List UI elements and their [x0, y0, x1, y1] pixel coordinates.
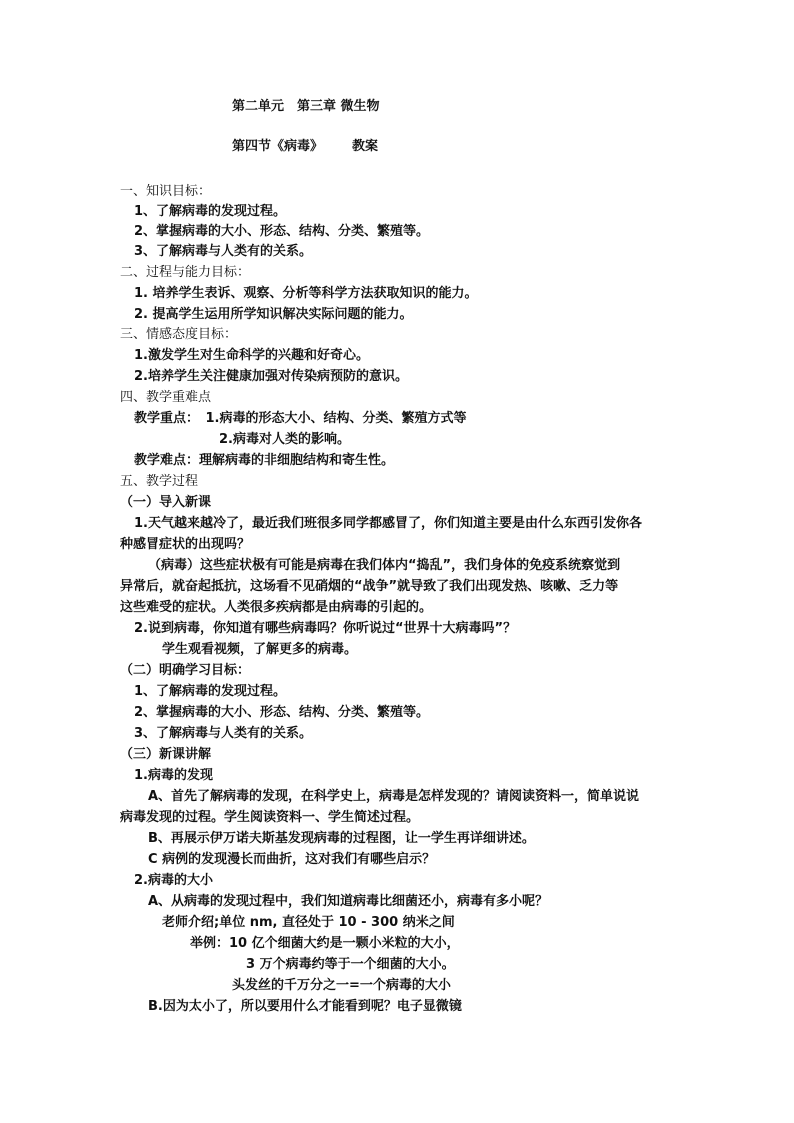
- subheading-intro: （一）导入新课: [120, 495, 212, 510]
- heading-teaching-process: 五、教学过程: [120, 474, 199, 489]
- subheading-new-lesson: （三）新课讲解: [120, 747, 212, 762]
- paragraph-line: A、从病毒的发现过程中，我们知道病毒比细菌还小，病毒有多小呢？: [148, 894, 549, 909]
- paragraph-line: A、首先了解病毒的发现，在科学史上，病毒是怎样发现的？请阅读资料一，简单说说: [148, 789, 640, 804]
- paragraph-line: （病毒）这些症状极有可能是病毒在我们体内“捣乱”，我们身体的免疫系统察觉到: [148, 558, 621, 573]
- heading-emotion-attitude: 三、情感态度目标：: [120, 327, 238, 342]
- goal-item: 2、掌握病毒的大小、形态、结构、分类、繁殖等。: [134, 705, 430, 720]
- key-points-continued: 2.病毒对人类的影响。: [219, 432, 350, 447]
- goal-item: 2、掌握病毒的大小、形态、结构、分类、繁殖等。: [134, 224, 430, 239]
- title-section: 第四节《病毒》: [232, 139, 324, 154]
- goal-item: 1、了解病毒的发现过程。: [134, 684, 287, 699]
- title-unit-chapter: 第二单元 第三章 微生物: [232, 99, 380, 114]
- heading-knowledge-goals: 一、知识目标：: [120, 184, 212, 199]
- paragraph-line: C 病例的发现漫长而曲折，这对我们有哪些启示？: [148, 852, 436, 867]
- goal-item: 3、了解病毒与人类有的关系。: [134, 244, 313, 259]
- goal-item: 1、了解病毒的发现过程。: [134, 204, 287, 219]
- goal-item: 3、了解病毒与人类有的关系。: [134, 726, 313, 741]
- topic-size: 2.病毒的大小: [134, 873, 213, 888]
- paragraph-line: 异常后，就奋起抵抗，这场看不见硝烟的“战争”就导致了我们出现发热、咳嗽、乏力等: [120, 579, 619, 594]
- paragraph-line: 这些难受的症状。人类很多疾病都是由病毒的引起的。: [120, 600, 433, 615]
- goal-item: 1. 培养学生表诉、观察、分析等科学方法获取知识的能力。: [134, 286, 478, 301]
- paragraph-line: 1.天气越来越冷了，最近我们班很多同学都感冒了，你们知道主要是由什么东西引发你各: [134, 516, 642, 531]
- goal-item: 2.培养学生关注健康加强对传染病预防的意识。: [134, 369, 408, 384]
- paragraph-line: B.因为太小了，所以要用什么才能看到呢？电子显微镜: [148, 999, 462, 1014]
- title-lesson-plan: 教案: [352, 139, 379, 154]
- key-points: 教学重点： 1.病毒的形态大小、结构、分类、繁殖方式等: [134, 411, 467, 426]
- paragraph-line: 举例：10 亿个细菌大约是一颗小米粒的大小，: [190, 936, 460, 951]
- paragraph-line: 头发丝的千万分之一=一个病毒的大小: [232, 978, 451, 993]
- difficult-points: 教学难点：理解病毒的非细胞结构和寄生性。: [134, 453, 395, 468]
- paragraph-line: B、再展示伊万诺夫斯基发现病毒的过程图，让一学生再详细讲述。: [148, 831, 535, 846]
- paragraph-line: 病毒发现的过程。学生阅读资料一、学生简述过程。: [120, 810, 420, 825]
- paragraph-line: 学生观看视频，了解更多的病毒。: [162, 642, 358, 657]
- goal-item: 1.激发学生对生命科学的兴趣和好奇心。: [134, 348, 369, 363]
- heading-key-difficult-points: 四、教学重难点: [120, 390, 212, 405]
- heading-process-ability: 二、过程与能力目标：: [120, 265, 251, 280]
- paragraph-line: 种感冒症状的出现吗？: [120, 537, 251, 552]
- goal-item: 2. 提高学生运用所学知识解决实际问题的能力。: [134, 307, 413, 322]
- subheading-learning-goals: （二）明确学习目标：: [120, 663, 251, 678]
- paragraph-line: 3 万个病毒约等于一个细菌的大小。: [246, 957, 455, 972]
- paragraph-line: 2.说到病毒，你知道有哪些病毒吗？你听说过“世界十大病毒吗”？: [134, 621, 517, 636]
- paragraph-line: 老师介绍;单位 nm, 直径处于 10 - 300 纳米之间: [162, 915, 455, 930]
- topic-discovery: 1.病毒的发现: [134, 768, 213, 783]
